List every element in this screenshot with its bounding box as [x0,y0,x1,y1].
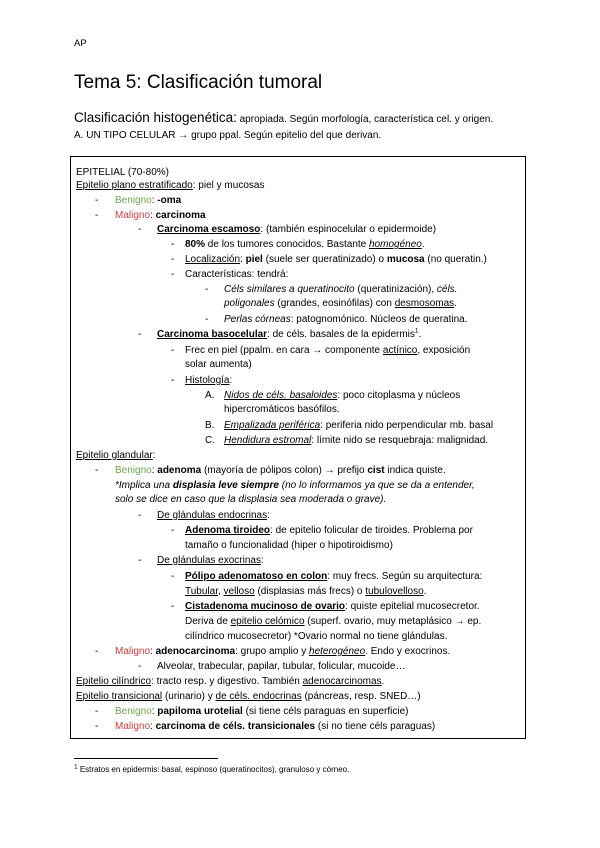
line-80-percent: 80% de los tumores conocidos. Bastante homogéneo. [185,239,425,250]
line-benigno-adenoma: Benigno: adenoma (mayoría de pólipos colon) → prefijo cist indica quiste. [115,465,446,476]
line-solar: solar aumenta) [185,359,252,370]
line-glandulas-endocrinas: De glándulas endocrinas: [157,510,270,521]
dash-marker: - [171,254,175,265]
line-polipo: Pólipo adenomatoso en colon: muy frecs. Según su arquitectura: [185,571,483,582]
list-marker-a: A. [205,390,215,401]
line-histologia: Histología: [185,375,233,386]
dash-marker: - [171,571,175,582]
line-alveolar: Alveolar, trabecular, papilar, tubular, folicular, mucoide… [157,661,406,672]
line-deriva: Deriva de epitelio celómico (superf. ovario, muy metaplásico → ep. [185,616,482,627]
dash-marker: - [171,269,175,280]
intro-heading: Clasificación histogenética: [74,110,237,125]
line-tamano: tamaño o funcionalidad (hiper o hipotiroidismo) [185,540,393,551]
dash-marker: - [95,646,99,657]
line-benigno-papiloma: Benigno: papiloma urotelial (si tiene céls paraguas en superficie) [115,706,409,717]
dash-marker: - [138,224,142,235]
dash-marker: - [95,706,99,717]
line-implica-displasia: *Implica una displasia leve siempre (no lo informamos ya que se da a entender, [115,480,475,491]
footnote-text: Estratos en epidermis: basal, espinoso (queratinocitos), granuloso y córneo. [77,765,350,774]
dash-marker: - [171,345,175,356]
line-hendidura: Hendidura estromal: límite nido se resquebraja: malignidad. [224,435,489,446]
line-maligno-adenocarcinoma: Maligno: adenocarcinoma: grupo amplio y heterogéneo. Endo y exocrinos. [115,646,451,657]
footnote-separator [74,758,218,759]
classification-box [70,156,526,739]
dash-marker: - [171,375,175,386]
line-empalizada: Empalizada periférica: periferia nido perpendicular mb. basal [224,420,494,431]
line-cels-similares: Céls similares a queratinocito (queratinización), céls. [224,284,458,295]
dash-marker: - [95,465,99,476]
dash-marker: - [205,284,209,295]
intro-line-2: A. UN TIPO CELULAR → grupo ppal. Según epitelio del que derivan. [74,130,382,141]
dash-marker: - [138,329,142,340]
line-epitelio-plano: Epitelio plano estratificado: piel y mucosas [76,180,265,191]
line-localizacion: Localización: piel (suele ser queratinizado) o mucosa (no queratin.) [185,254,487,265]
line-epitelio-glandular: Epitelio glandular: [76,450,156,461]
dash-marker: - [138,555,142,566]
line-maligno-carcinoma: Maligno: carcinoma [115,210,206,221]
header-label: AP [74,38,87,49]
dash-marker: - [138,661,142,672]
line-poligonales: poligonales (grandes, eosinófilas) con desmosomas. [224,298,457,309]
line-frec-piel: Frec en piel (ppalm. en cara → componente actínico, exposición [185,345,471,356]
line-nidos: Nidos de céls. basaloides: poco citoplasma y núcleos [224,390,461,401]
footnote-number: 1 [74,763,78,771]
dash-marker: - [95,210,99,221]
line-hipercromaticos: hipercromáticos basófilos. [224,404,340,415]
line-tubular: Tubular, velloso (displasias más frecs) o tubulovelloso. [185,586,427,597]
line-cistadenoma: Cistadenoma mucinoso de ovario: quiste epitelial mucosecretor. [185,601,480,612]
intro-line-1 [74,110,493,125]
footnote [74,765,349,774]
dash-marker: - [95,195,99,206]
intro-rest: apropiada. Según morfología, característica cel. y origen. [236,114,494,125]
line-glandulas-exocrinas: De glándulas exocrinas: [157,555,264,566]
line-adenoma-tiroideo: Adenoma tiroideo: de epitelio folicular de tiroides. Problema por [185,525,473,536]
dash-marker: - [138,510,142,521]
line-cilindrico: cilíndrico mucosecretor) *Ovario normal no tiene glándulas. [185,631,448,642]
dash-marker: - [171,239,175,250]
dash-marker: - [95,721,99,732]
line-perlas-corneas: Perlas córneas: patognomónico. Núcleos de queratina. [224,314,468,325]
line-epitelio-transicional: Epitelio transicional (urinario) y de céls. endocrinas (páncreas, resp. SNED…) [76,691,421,702]
line-caracteristicas: Características: tendrá: [185,269,289,280]
dash-marker: - [205,314,209,325]
list-marker-b: B. [205,420,215,431]
box-heading: EPITELIAL (70-80%) [76,167,170,178]
page-title: Tema 5: Clasificación tumoral [74,72,323,93]
dash-marker: - [171,601,175,612]
line-carcinoma-escamoso: Carcinoma escamoso: (también espinocelular o epidermoide) [157,224,437,235]
dash-marker: - [171,525,175,536]
line-benigno-oma: Benigno: -oma [115,195,182,206]
line-carcinoma-basocelular: Carcinoma basocelular: de céls. basales de la epidermis$^1$. [157,327,422,340]
line-epitelio-cilindrico: Epitelio cilíndrico: tracto resp. y digestivo. También adenocarcinomas. [76,676,385,687]
footnote-ref: 1 [414,327,419,335]
list-marker-c: C. [205,435,215,446]
line-solo-se-dice: solo se dice en caso que la displasia sea moderada o grave). [115,494,387,505]
line-maligno-transicional: Maligno: carcinoma de céls. transicionales (si no tiene céls paraguas) [115,721,436,732]
